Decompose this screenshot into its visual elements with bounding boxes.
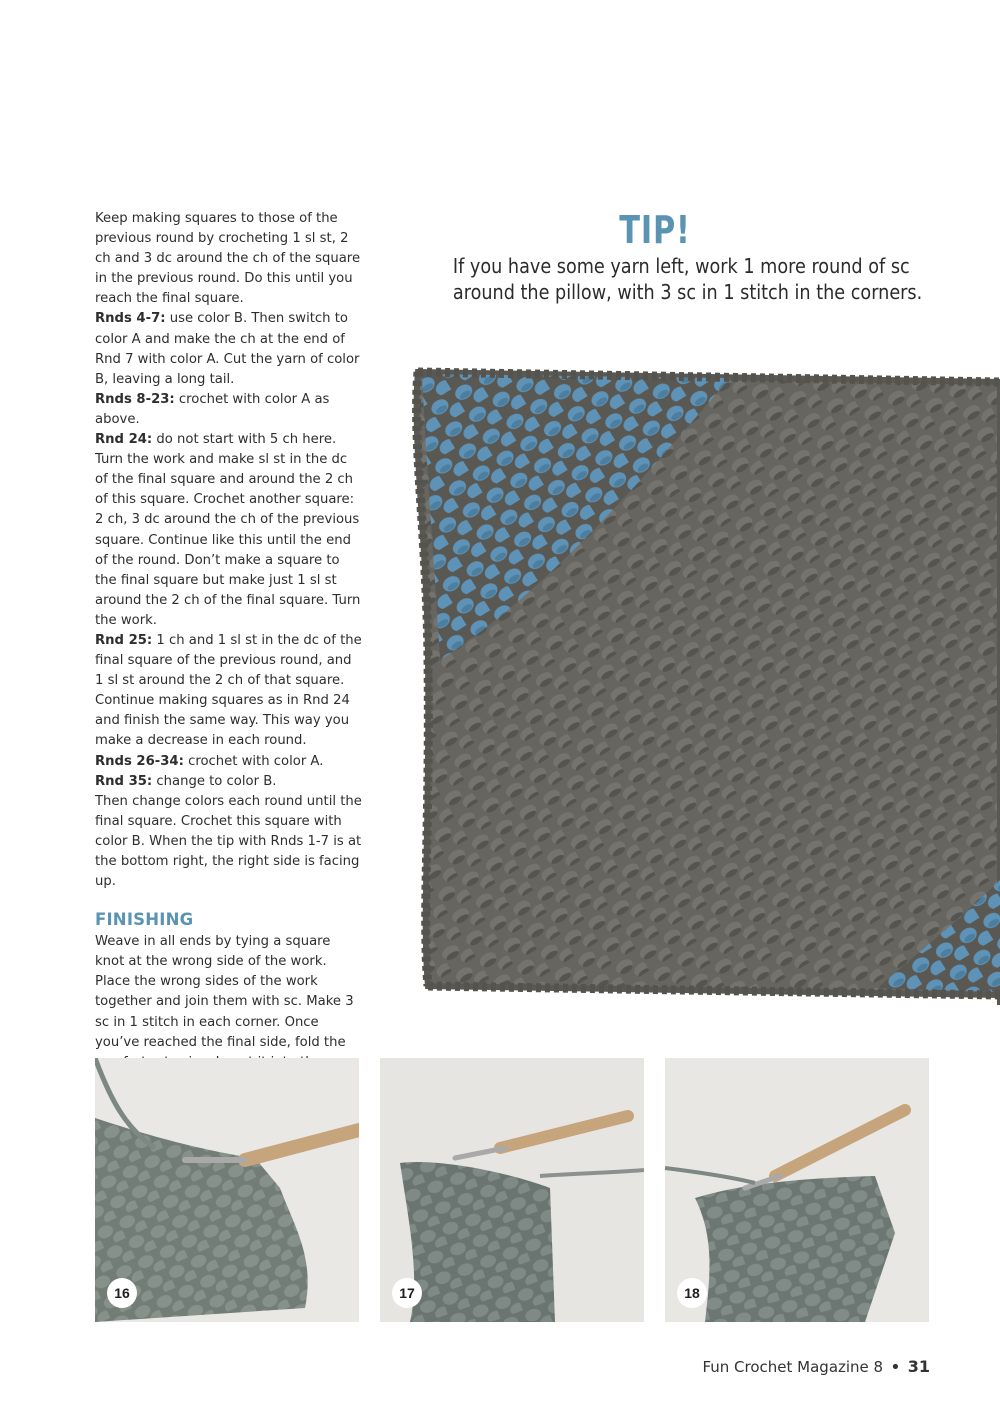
tip-line-1: If you have some yarn left, work 1 more round of sc xyxy=(452,254,910,278)
step-label: Rnds 26-34: xyxy=(95,753,184,769)
instructions-column xyxy=(95,209,363,1133)
step-text: use color B. Then switch to color A and make the ch at the end of Rnd 7 with color A. Cut the yarn of color B, leaving a long tail. xyxy=(95,311,360,387)
step-rnds-8-23 xyxy=(95,390,363,430)
finishing-text: Weave in all ends by tying a square knot at the wrong side of the work. Place the wrong sides of the work together and join them with sc. Make 3 sc in 1 stitch in each corner. Once you’ve reached the final side, fold the xyxy=(95,934,354,1050)
step-text: crochet with color A. xyxy=(183,753,324,769)
step-rnds-26-34 xyxy=(95,752,363,772)
step-badge-16: 16 xyxy=(107,1278,137,1308)
step-photo-18 xyxy=(665,1058,929,1322)
step-photo-16 xyxy=(95,1058,359,1322)
step-text: crochet with color A as above. xyxy=(95,391,330,427)
step-label: Rnd 35: xyxy=(95,773,153,789)
page-footer xyxy=(702,1357,930,1378)
step-label: Rnd 24: xyxy=(95,432,153,448)
step-badge-18: 18 xyxy=(677,1278,707,1308)
step-text: change to color B. xyxy=(152,773,277,789)
step-badge-17: 17 xyxy=(392,1278,422,1308)
tip-title: TIP! xyxy=(619,208,691,252)
step-label: Rnds 4-7: xyxy=(95,311,166,327)
step-rnd-35 xyxy=(95,772,363,792)
step-16-illustration xyxy=(95,1058,359,1322)
step-rnds-4-7 xyxy=(95,309,363,389)
magazine-title: Fun Crochet Magazine 8 xyxy=(702,1358,884,1376)
closing-paragraph: Then change colors each round until the final square. Crochet this square with color B. When the tip with Rnds 1-7 is at the bottom right, the right side is facing up. xyxy=(95,793,362,890)
step-18-illustration xyxy=(665,1058,929,1322)
step-label: Rnds 8-23: xyxy=(95,391,175,407)
step-photo-17 xyxy=(380,1058,644,1322)
step-text: do not start with 5 ch here. Turn the work and make sl st in the dc of the final square and around the 2 ch of this square. Crochet another square: 2 ch, 3 dc around the ch of the previous square. Continue like this until the end of the round. Don’t make a square to the final square but make just 1 sl st around the 2 ch of the final square. Turn the work. xyxy=(95,432,361,628)
step-text: 1 ch and 1 sl st in the dc of the final square of the previous round, and 1 sl st around the 2 ch of that square. Continue making squares as in Rnd 24 and finish the same way. This way you make a decrease in each round. xyxy=(95,632,362,749)
step-17-illustration xyxy=(380,1058,644,1322)
pillow-photo xyxy=(400,360,1000,1005)
step-label: Rnd 25: xyxy=(95,632,153,648)
finishing-heading: FINISHING xyxy=(95,910,194,930)
step-rnd-25 xyxy=(95,631,363,752)
tip-line-2: around the pillow, with 3 sc in 1 stitch in the corners. xyxy=(452,280,923,304)
pillow-illustration xyxy=(400,360,1000,1005)
tip-box xyxy=(420,207,923,305)
intro-paragraph: Keep making squares to those of the previous round by crocheting 1 sl st, 2 ch and 3 dc around the ch of the square in the previous round. Do this until you reach the final square. xyxy=(95,211,361,307)
page-number: 31 xyxy=(907,1357,930,1376)
footer-separator-icon: • xyxy=(890,1357,901,1378)
step-rnd-24 xyxy=(95,430,363,631)
